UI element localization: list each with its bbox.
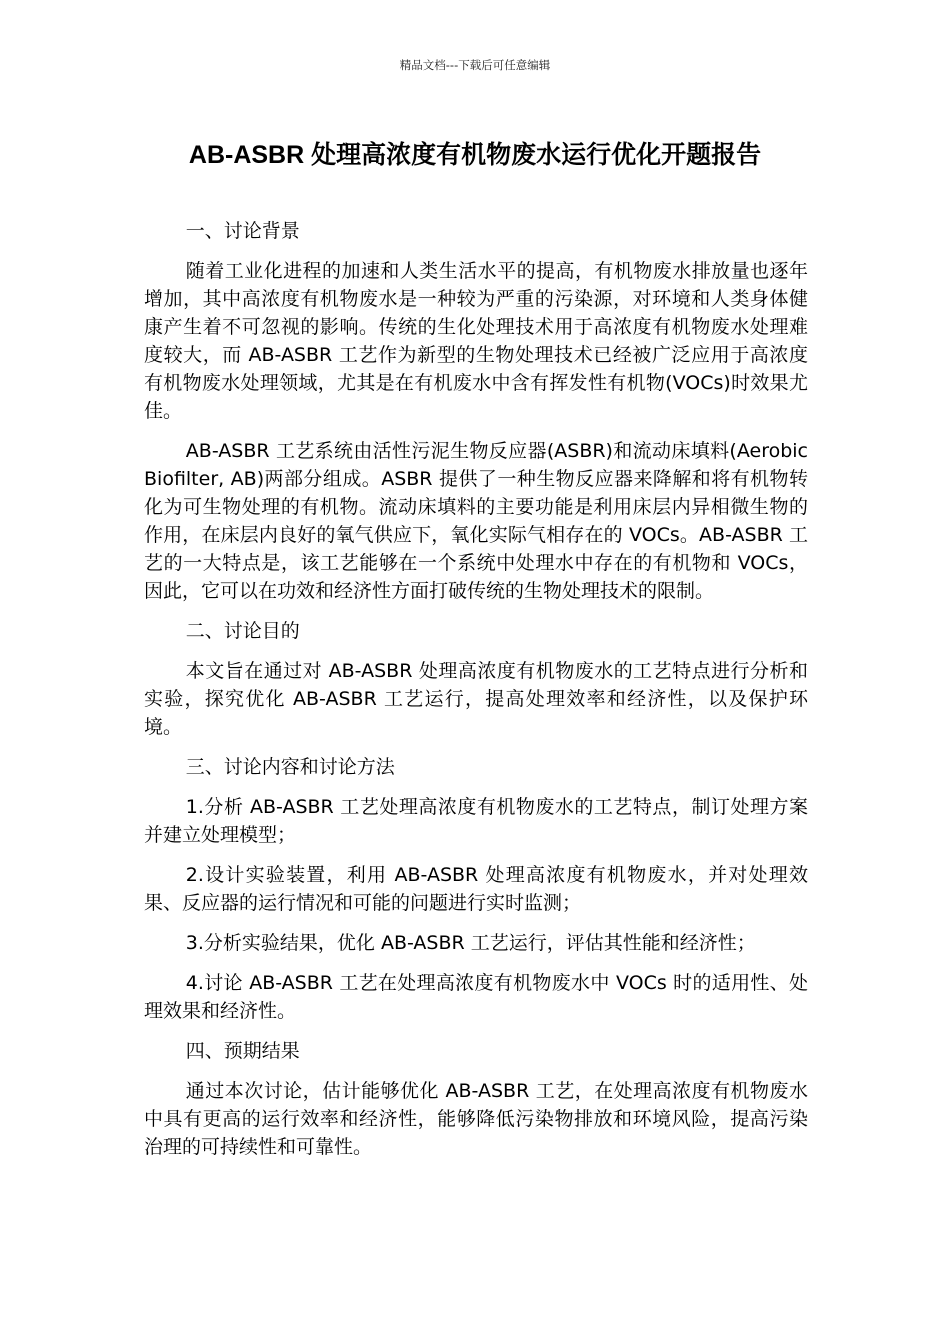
- section-heading-purpose: 二、讨论目的: [185, 620, 300, 642]
- document-title: AB-ASBR 处理高浓度有机物废水运行优化开题报告: [188, 141, 762, 169]
- list-item-method-1: 1.分析 AB-ASBR 工艺处理高浓度有机物废水的工艺特点，制订处理方案并建立处理模型；: [144, 796, 808, 846]
- document-body: [144, 217, 808, 1173]
- paragraph-background-1: 随着工业化进程的加速和人类生活水平的提高，有机物废水排放量也逐年增加，其中高浓度有机物废水是一种较为严重的污染源，对环境和人类身体健康产生着不可忽视的影响。传统的生化处理技术用于高浓度有机物废水处理难度较大，而 AB-ASBR 工艺作为新型的生物处理技术已经被广泛应用于高浓度有机物废水处理领域，尤其是在有机废水中含有挥发性有机物(VOCs)时效果尤佳。: [144, 260, 808, 422]
- paragraph-background-2: AB-ASBR 工艺系统由活性污泥生物反应器(ASBR)和流动床填料(Aerobic Biofilter, AB)两部分组成。ASBR 提供了一种生物反应器来降解和将有机物转化为可生物处理的有机物。流动床填料的主要功能是利用床层内异相微生物的作用，在床层内良好的氧气供应下，氧化实际气相存在的 VOCs。AB-ASBR 工艺的一大特点是，该工艺能够在一个系统中处理水中存在的有机物和 VOCs，因此，它可以在功效和经济性方面打破传统的生物处理技术的限制。: [144, 440, 808, 602]
- list-item-method-2: 2.设计实验装置，利用 AB-ASBR 处理高浓度有机物废水，并对处理效果、反应器的运行情况和可能的问题进行实时监测；: [144, 864, 808, 914]
- section-heading-content-methods: 三、讨论内容和讨论方法: [185, 756, 395, 778]
- section-heading-expected-results: 四、预期结果: [185, 1040, 300, 1062]
- paragraph-expected-results: 通过本次讨论，估计能够优化 AB-ASBR 工艺，在处理高浓度有机物废水中具有更高的运行效率和经济性，能够降低污染物排放和环境风险，提高污染治理的可持续性和可靠性。: [144, 1080, 808, 1158]
- page-header: 精品文档---下载后可任意编辑: [399, 58, 551, 72]
- list-item-method-3: 3.分析实验结果，优化 AB-ASBR 工艺运行，评估其性能和经济性；: [185, 932, 756, 954]
- list-item-method-4: 4.讨论 AB-ASBR 工艺在处理高浓度有机物废水中 VOCs 时的适用性、处理效果和经济性。: [144, 972, 808, 1022]
- paragraph-purpose: 本文旨在通过对 AB-ASBR 处理高浓度有机物废水的工艺特点进行分析和实验，探究优化 AB-ASBR 工艺运行，提高处理效率和经济性，以及保护环境。: [144, 660, 808, 738]
- section-heading-background: 一、讨论背景: [185, 220, 300, 242]
